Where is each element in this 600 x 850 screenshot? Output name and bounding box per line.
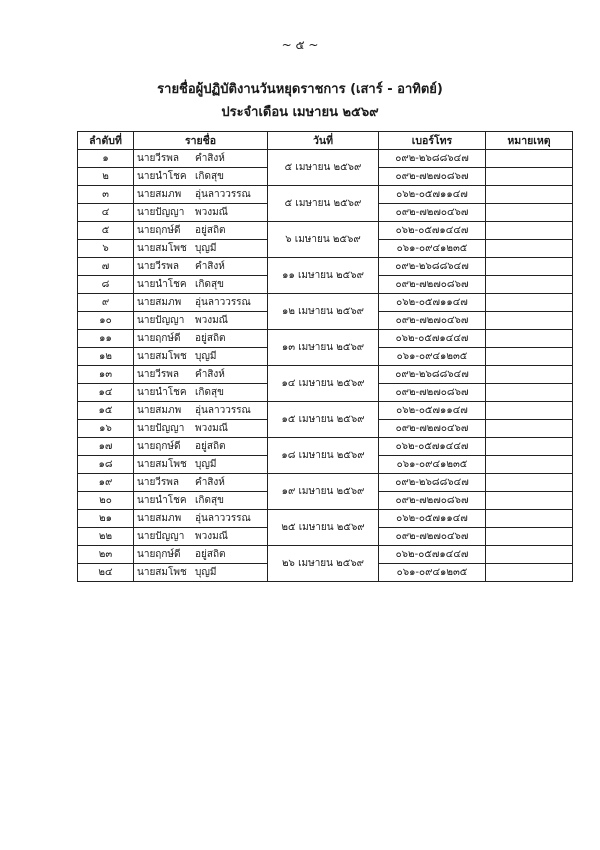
person-name: [134, 492, 268, 510]
note-cell: [486, 186, 573, 204]
table-row: [78, 510, 573, 528]
table-row: [78, 294, 573, 312]
row-number: ๑๐: [78, 312, 134, 330]
last-name: เกิดสุข: [195, 171, 224, 182]
first-name: นายสมภพ: [137, 189, 182, 200]
header-phone: เบอร์โทร: [379, 132, 486, 150]
note-cell: [486, 420, 573, 438]
note-cell: [486, 474, 573, 492]
first-name: นายสมภพ: [137, 405, 182, 416]
note-cell: [486, 564, 573, 582]
last-name: พวงมณี: [195, 423, 228, 434]
phone-number: ๐๙๒-๒๖๘๘๖๔๗: [379, 366, 486, 384]
row-number: ๒๒: [78, 528, 134, 546]
duty-date: ๖ เมษายน ๒๕๖๙: [268, 222, 379, 258]
duty-date: ๑๒ เมษายน ๒๕๖๙: [268, 294, 379, 330]
phone-number: ๐๙๒-๗๒๗๐๔๖๗: [379, 528, 486, 546]
person-name: [134, 294, 268, 312]
last-name: พวงมณี: [195, 315, 228, 326]
row-number: ๙: [78, 294, 134, 312]
phone-number: ๐๖๒-๐๕๗๑๔๔๗: [379, 330, 486, 348]
first-name: นายวีรพล: [137, 477, 180, 488]
note-cell: [486, 402, 573, 420]
first-name: นายฤกษ์ดี: [137, 225, 181, 236]
last-name: เกิดสุข: [195, 279, 224, 290]
page-number: ~ ๕ ~: [281, 38, 319, 52]
duty-date: ๑๕ เมษายน ๒๕๖๙: [268, 402, 379, 438]
note-cell: [486, 348, 573, 366]
last-name: อยู่สถิต: [195, 441, 226, 452]
first-name: นายสมโพช: [137, 567, 187, 578]
last-name: คำสิงห์: [195, 153, 225, 164]
phone-number: ๐๖๒-๐๕๗๑๑๔๗: [379, 510, 486, 528]
row-number: ๑๘: [78, 456, 134, 474]
person-name: [134, 528, 268, 546]
row-number: ๓: [78, 186, 134, 204]
row-number: ๒๔: [78, 564, 134, 582]
first-name: นายสมภพ: [137, 297, 182, 308]
header-name: รายชื่อ: [134, 132, 268, 150]
person-name: [134, 366, 268, 384]
person-name: [134, 258, 268, 276]
first-name: นายสมภพ: [137, 513, 182, 524]
duty-date: ๕ เมษายน ๒๕๖๙: [268, 150, 379, 186]
person-name: [134, 438, 268, 456]
note-cell: [486, 510, 573, 528]
duty-date: ๑๑ เมษายน ๒๕๖๙: [268, 258, 379, 294]
row-number: ๑๒: [78, 348, 134, 366]
first-name: นายฤกษ์ดี: [137, 549, 181, 560]
person-name: [134, 276, 268, 294]
phone-number: ๐๙๒-๒๖๘๘๖๔๗: [379, 474, 486, 492]
phone-number: ๐๖๑-๐๙๔๑๒๓๕: [379, 564, 486, 582]
first-name: นายฤกษ์ดี: [137, 441, 181, 452]
person-name: [134, 420, 268, 438]
phone-number: ๐๖๑-๐๙๔๑๒๓๕: [379, 240, 486, 258]
table-row: [78, 546, 573, 564]
table-row: [78, 366, 573, 384]
last-name: อุ่นลาววรรณ: [195, 297, 251, 308]
phone-number: ๐๙๒-๒๖๘๘๖๔๗: [379, 150, 486, 168]
note-cell: [486, 528, 573, 546]
last-name: อุ่นลาววรรณ: [195, 189, 251, 200]
phone-number: ๐๖๑-๐๙๔๑๒๓๕: [379, 456, 486, 474]
row-number: ๑๓: [78, 366, 134, 384]
table-body: [78, 150, 573, 582]
person-name: [134, 240, 268, 258]
note-cell: [486, 276, 573, 294]
row-number: ๒๓: [78, 546, 134, 564]
header-date: วันที่: [268, 132, 379, 150]
header-note: หมายเหตุ: [486, 132, 573, 150]
person-name: [134, 474, 268, 492]
first-name: นายฤกษ์ดี: [137, 333, 181, 344]
first-name: นายปัญญา: [137, 423, 185, 434]
duty-date: ๒๖ เมษายน ๒๕๖๙: [268, 546, 379, 582]
row-number: ๑๖: [78, 420, 134, 438]
note-cell: [486, 330, 573, 348]
last-name: บุญมี: [195, 459, 217, 470]
phone-number: ๐๙๒-๗๒๗๐๔๖๗: [379, 420, 486, 438]
person-name: [134, 348, 268, 366]
table-row: [78, 186, 573, 204]
last-name: อยู่สถิต: [195, 225, 226, 236]
phone-number: ๐๖๒-๐๕๗๑๔๔๗: [379, 438, 486, 456]
first-name: นายปัญญา: [137, 531, 185, 542]
last-name: อุ่นลาววรรณ: [195, 405, 251, 416]
first-name: นายปัญญา: [137, 315, 185, 326]
row-number: ๑๗: [78, 438, 134, 456]
row-number: ๑๙: [78, 474, 134, 492]
row-number: ๕: [78, 222, 134, 240]
first-name: นายวีรพล: [137, 153, 180, 164]
phone-number: ๐๖๒-๐๕๗๑๑๔๗: [379, 294, 486, 312]
table-header-row: [78, 132, 573, 150]
person-name: [134, 456, 268, 474]
person-name: [134, 510, 268, 528]
document-title: รายชื่อผู้ปฏิบัติงานวันหยุดราชการ (เสาร์ - อาทิตย์): [157, 82, 443, 97]
header-no: ลำดับที่: [78, 132, 134, 150]
note-cell: [486, 222, 573, 240]
phone-number: ๐๙๒-๗๒๗๐๔๖๗: [379, 204, 486, 222]
phone-number: ๐๙๒-๗๒๗๐๘๖๗: [379, 384, 486, 402]
first-name: นายสมโพช: [137, 459, 187, 470]
first-name: นายสมโพช: [137, 351, 187, 362]
note-cell: [486, 258, 573, 276]
person-name: [134, 150, 268, 168]
duty-date: ๒๕ เมษายน ๒๕๖๙: [268, 510, 379, 546]
table-row: [78, 258, 573, 276]
row-number: ๒๑: [78, 510, 134, 528]
row-number: ๒๐: [78, 492, 134, 510]
last-name: อยู่สถิต: [195, 549, 226, 560]
note-cell: [486, 384, 573, 402]
phone-number: ๐๖๒-๐๕๗๑๔๔๗: [379, 222, 486, 240]
last-name: คำสิงห์: [195, 369, 225, 380]
duty-date: ๑๓ เมษายน ๒๕๖๙: [268, 330, 379, 366]
note-cell: [486, 294, 573, 312]
document-subtitle: ประจำเดือน เมษายน ๒๕๖๙: [221, 105, 379, 120]
first-name: นายนำโชค: [137, 387, 187, 398]
row-number: ๑: [78, 150, 134, 168]
last-name: เกิดสุข: [195, 495, 224, 506]
note-cell: [486, 546, 573, 564]
person-name: [134, 384, 268, 402]
row-number: ๘: [78, 276, 134, 294]
note-cell: [486, 438, 573, 456]
table-row: [78, 330, 573, 348]
row-number: ๑๕: [78, 402, 134, 420]
last-name: คำสิงห์: [195, 261, 225, 272]
note-cell: [486, 492, 573, 510]
person-name: [134, 312, 268, 330]
person-name: [134, 564, 268, 582]
duty-date: ๑๘ เมษายน ๒๕๖๙: [268, 438, 379, 474]
note-cell: [486, 366, 573, 384]
first-name: นายวีรพล: [137, 261, 180, 272]
note-cell: [486, 150, 573, 168]
row-number: ๖: [78, 240, 134, 258]
phone-number: ๐๙๒-๗๒๗๐๘๖๗: [379, 492, 486, 510]
note-cell: [486, 204, 573, 222]
row-number: ๔: [78, 204, 134, 222]
person-name: [134, 186, 268, 204]
table-row: [78, 474, 573, 492]
row-number: ๒: [78, 168, 134, 186]
phone-number: ๐๖๑-๐๙๔๑๒๓๕: [379, 348, 486, 366]
duty-date: ๑๔ เมษายน ๒๕๖๙: [268, 366, 379, 402]
first-name: นายวีรพล: [137, 369, 180, 380]
phone-number: ๐๙๒-๗๒๗๐๔๖๗: [379, 312, 486, 330]
last-name: บุญมี: [195, 351, 217, 362]
phone-number: ๐๙๒-๗๒๗๐๘๖๗: [379, 276, 486, 294]
person-name: [134, 204, 268, 222]
note-cell: [486, 240, 573, 258]
phone-number: ๐๙๒-๗๒๗๐๘๖๗: [379, 168, 486, 186]
duty-date: ๕ เมษายน ๒๕๖๙: [268, 186, 379, 222]
person-name: [134, 330, 268, 348]
last-name: คำสิงห์: [195, 477, 225, 488]
row-number: ๑๑: [78, 330, 134, 348]
last-name: บุญมี: [195, 243, 217, 254]
note-cell: [486, 168, 573, 186]
last-name: เกิดสุข: [195, 387, 224, 398]
table-row: [78, 402, 573, 420]
person-name: [134, 168, 268, 186]
phone-number: ๐๖๒-๐๕๗๑๑๔๗: [379, 402, 486, 420]
first-name: นายปัญญา: [137, 207, 185, 218]
first-name: นายนำโชค: [137, 279, 187, 290]
duty-date: ๑๙ เมษายน ๒๕๖๙: [268, 474, 379, 510]
last-name: พวงมณี: [195, 531, 228, 542]
person-name: [134, 402, 268, 420]
first-name: นายนำโชค: [137, 495, 187, 506]
phone-number: ๐๙๒-๒๖๘๘๖๔๗: [379, 258, 486, 276]
phone-number: ๐๖๒-๐๕๗๑๑๔๗: [379, 186, 486, 204]
first-name: นายสมโพช: [137, 243, 187, 254]
person-name: [134, 546, 268, 564]
table-row: [78, 222, 573, 240]
table-row: [78, 438, 573, 456]
note-cell: [486, 312, 573, 330]
row-number: ๑๔: [78, 384, 134, 402]
last-name: พวงมณี: [195, 207, 228, 218]
person-name: [134, 222, 268, 240]
table-row: [78, 150, 573, 168]
last-name: อยู่สถิต: [195, 333, 226, 344]
duty-roster-table: [77, 131, 573, 582]
last-name: บุญมี: [195, 567, 217, 578]
last-name: อุ่นลาววรรณ: [195, 513, 251, 524]
note-cell: [486, 456, 573, 474]
first-name: นายนำโชค: [137, 171, 187, 182]
phone-number: ๐๖๒-๐๕๗๑๔๔๗: [379, 546, 486, 564]
row-number: ๗: [78, 258, 134, 276]
